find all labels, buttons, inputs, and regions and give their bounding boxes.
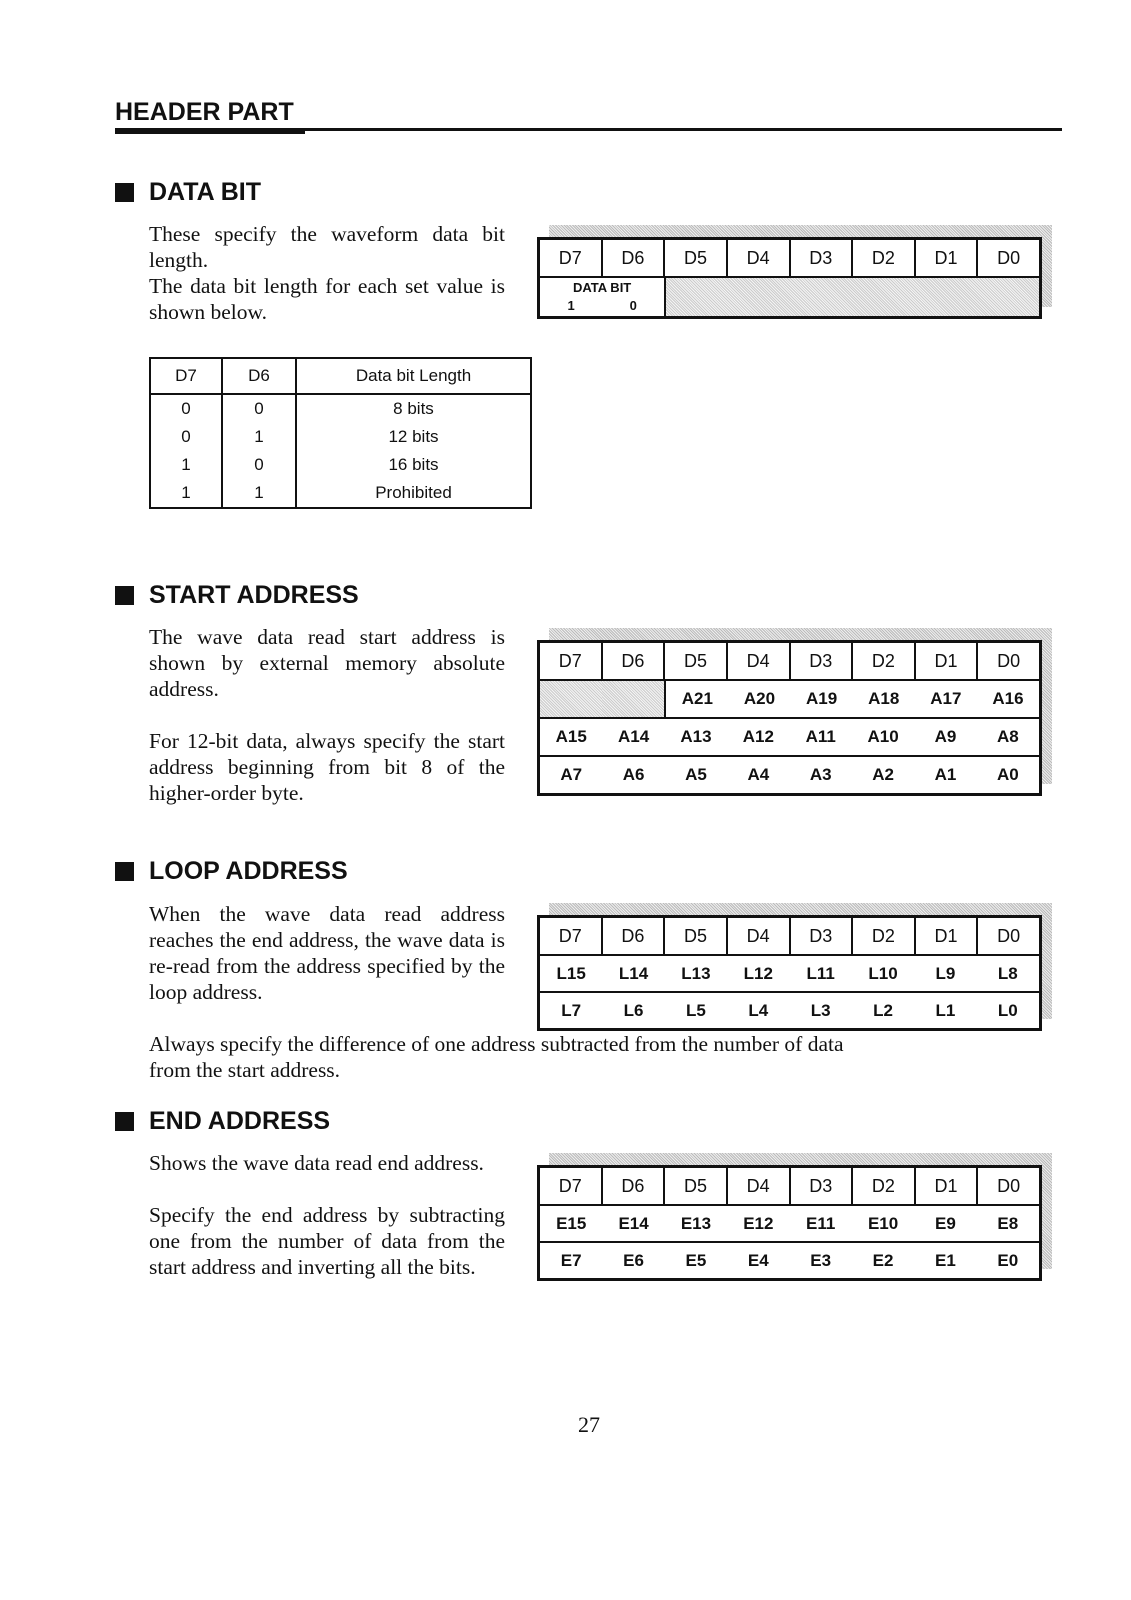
bit-header-d0: D0 (976, 643, 1039, 679)
address-bit: L8 (997, 963, 1018, 983)
table-row (150, 423, 531, 451)
address-bit: E9 (935, 1213, 956, 1233)
bit-header-d3: D3 (789, 240, 852, 276)
address-bit: E13 (680, 1213, 712, 1233)
address-bit: L5 (686, 1000, 706, 1020)
register-row (540, 717, 1039, 755)
address-bit: L2 (873, 1000, 893, 1020)
data-bit-length-table (149, 357, 532, 509)
register-row (540, 954, 1039, 991)
paragraph-text: For 12-bit data, always specify the start address beginning from bit 8 of the higher-order byte. (149, 729, 505, 805)
column-header: D7 (150, 358, 222, 394)
bit-header-d4: D4 (726, 918, 789, 954)
start-address-paragraph (149, 624, 505, 806)
paragraph-text: When the wave data read address reaches the end address, the wave data is re-read from the address specified by the loop address. (149, 902, 505, 1004)
section-title-text: LOOP ADDRESS (149, 857, 348, 885)
bit-header-d1: D1 (914, 240, 977, 276)
section-title-start-address (115, 581, 359, 610)
address-bit: E11 (806, 1213, 836, 1233)
register-row (540, 679, 1039, 717)
bit-header-d5: D5 (663, 643, 726, 679)
address-bit: L1 (935, 1000, 956, 1020)
address-bit: A4 (747, 765, 770, 784)
paragraph-text: These specify the waveform data bit length. (149, 222, 505, 272)
section-title-end-address (115, 1107, 330, 1136)
address-bit: A11 (805, 727, 836, 746)
bullet-square-icon (115, 862, 134, 881)
register-box (537, 640, 1042, 796)
address-bit: L11 (806, 963, 835, 983)
bit-header-d2: D2 (851, 918, 914, 954)
table-cell: 16 bits (296, 451, 531, 479)
address-bit: A15 (555, 727, 587, 746)
address-bit: E2 (872, 1250, 894, 1270)
field-bit: 0 (629, 298, 637, 313)
paragraph-text: Shows the wave data read end address. (149, 1151, 484, 1175)
bit-header-d7: D7 (558, 1175, 582, 1196)
table-cell: 1 (150, 451, 222, 479)
column-header: Data bit Length (296, 358, 531, 394)
bit-header-d6: D6 (601, 1168, 664, 1204)
bit-header-d7: D7 (558, 650, 582, 671)
address-bit: A9 (934, 727, 957, 746)
page-header: HEADER PART (115, 98, 294, 126)
paragraph-text: Specify the end address by subtracting one from the number of data from the start address and inverting all the bits. (149, 1203, 505, 1279)
bit-header-d5: D5 (663, 918, 726, 954)
data-bit-paragraph (149, 221, 505, 325)
bit-header-d7: D7 (558, 925, 582, 946)
address-bit: E15 (556, 1213, 587, 1233)
bit-header-d2: D2 (851, 1168, 914, 1204)
data-bit-field (540, 278, 666, 316)
bit-header-d6: D6 (601, 918, 664, 954)
bit-header-d0: D0 (976, 918, 1039, 954)
bit-header-d4: D4 (726, 643, 789, 679)
paragraph-text: The data bit length for each set value is shown below. (149, 274, 505, 324)
address-bit: A21 (681, 689, 713, 708)
address-bit: A1 (934, 765, 957, 784)
address-bit: A7 (560, 765, 583, 784)
bit-header-d0: D0 (976, 1168, 1039, 1204)
bit-header-d6: D6 (601, 643, 664, 679)
bit-header-d1: D1 (914, 1168, 977, 1204)
register-header-row (540, 643, 1039, 679)
loop-address-note: Always specify the difference of one address subtracted from the number of data from the start address. (149, 1032, 844, 1082)
bullet-square-icon (115, 1112, 134, 1131)
address-bit: A10 (867, 727, 899, 746)
address-bit: E6 (623, 1250, 644, 1270)
register-box (537, 1165, 1042, 1281)
bit-header-d1: D1 (914, 918, 977, 954)
address-bit: A0 (996, 765, 1019, 784)
address-bit: A17 (930, 689, 962, 708)
section-title-loop-address (115, 857, 348, 886)
address-bit: L12 (743, 963, 773, 983)
address-bit: L0 (997, 1000, 1018, 1020)
address-bit: A20 (743, 689, 776, 708)
address-bit: L6 (623, 1000, 644, 1020)
register-row (540, 1204, 1039, 1241)
register-row (540, 991, 1039, 1028)
bit-header-d7: D7 (558, 247, 582, 268)
table-cell: 0 (150, 394, 222, 423)
header-rule-thick (115, 131, 305, 134)
register-header-row (540, 1168, 1039, 1204)
address-bit: A2 (872, 765, 894, 784)
address-bit: L4 (748, 1000, 769, 1020)
register-row (540, 755, 1039, 793)
paragraph-text: The wave data read start address is shown by external memory absolute address. (149, 625, 505, 701)
register-box (537, 915, 1042, 1031)
address-bit: E12 (743, 1213, 774, 1233)
unused-bit (602, 681, 666, 717)
address-bit: E14 (618, 1213, 649, 1233)
address-bit: L3 (810, 1000, 831, 1020)
section-title-text: DATA BIT (149, 178, 262, 206)
table-cell: 1 (222, 423, 296, 451)
bit-header-d3: D3 (789, 643, 852, 679)
address-bit: A14 (617, 727, 650, 746)
table-cell: 12 bits (296, 423, 531, 451)
address-bit: E8 (997, 1213, 1019, 1233)
address-bit: E10 (867, 1213, 899, 1233)
section-title-text: START ADDRESS (149, 581, 359, 609)
bit-header-d4: D4 (726, 240, 789, 276)
address-bit: E4 (747, 1250, 769, 1270)
address-bit: A12 (742, 727, 774, 746)
page-number: 27 (578, 1412, 600, 1437)
address-bit: A16 (992, 689, 1024, 708)
bit-header-d1: D1 (914, 643, 977, 679)
end-address-paragraph (149, 1150, 505, 1280)
table-cell: 1 (150, 479, 222, 508)
bit-header-d2: D2 (851, 643, 914, 679)
address-bit: L13 (681, 963, 711, 983)
address-bit: A8 (996, 727, 1019, 746)
data-bit-register (537, 237, 1042, 319)
table-cell: 0 (222, 394, 296, 423)
address-bit: E0 (997, 1250, 1019, 1270)
table-cell: 0 (222, 451, 296, 479)
table-row (150, 479, 531, 508)
address-bit: A18 (868, 689, 900, 708)
register-row (540, 1241, 1039, 1278)
loop-address-paragraph (149, 901, 505, 1005)
table-cell: Prohibited (296, 479, 531, 508)
address-bit: L7 (561, 1000, 582, 1020)
start-address-register (537, 640, 1042, 796)
section-title-data-bit (115, 178, 261, 207)
bit-header-d6: D6 (601, 240, 664, 276)
bit-header-d3: D3 (789, 918, 852, 954)
unused-bit (540, 681, 602, 717)
register-header-row (540, 918, 1039, 954)
address-bit: L10 (868, 963, 898, 983)
bit-header-d3: D3 (789, 1168, 852, 1204)
address-bit: E3 (810, 1250, 832, 1270)
section-title-text: END ADDRESS (149, 1107, 331, 1135)
bit-header-d0: D0 (976, 240, 1039, 276)
address-bit: E1 (935, 1250, 956, 1270)
address-bit: A13 (680, 727, 712, 746)
address-bit: A19 (805, 689, 838, 708)
address-bit: E5 (685, 1250, 707, 1270)
address-bit: L9 (935, 963, 956, 983)
bit-header-d4: D4 (726, 1168, 789, 1204)
table-row (150, 451, 531, 479)
table-row (150, 394, 531, 423)
address-bit: A5 (685, 765, 707, 784)
field-label: DATA BIT (573, 280, 632, 295)
field-bit: 1 (567, 298, 575, 313)
bullet-square-icon (115, 183, 134, 202)
address-bit: A3 (809, 765, 832, 784)
bit-header-d5: D5 (663, 1168, 726, 1204)
table-cell: 8 bits (296, 394, 531, 423)
bit-header-d2: D2 (851, 240, 914, 276)
address-bit: L14 (618, 963, 649, 983)
end-address-register (537, 1165, 1042, 1281)
address-bit: E7 (560, 1250, 582, 1270)
address-bit: L15 (556, 963, 586, 983)
unused-bits (666, 278, 1039, 316)
column-header: D6 (222, 358, 296, 394)
loop-address-register (537, 915, 1042, 1031)
table-cell: 0 (150, 423, 222, 451)
address-bit: A6 (622, 765, 645, 784)
table-cell: 1 (222, 479, 296, 508)
bullet-square-icon (115, 586, 134, 605)
bit-header-d5: D5 (663, 240, 726, 276)
